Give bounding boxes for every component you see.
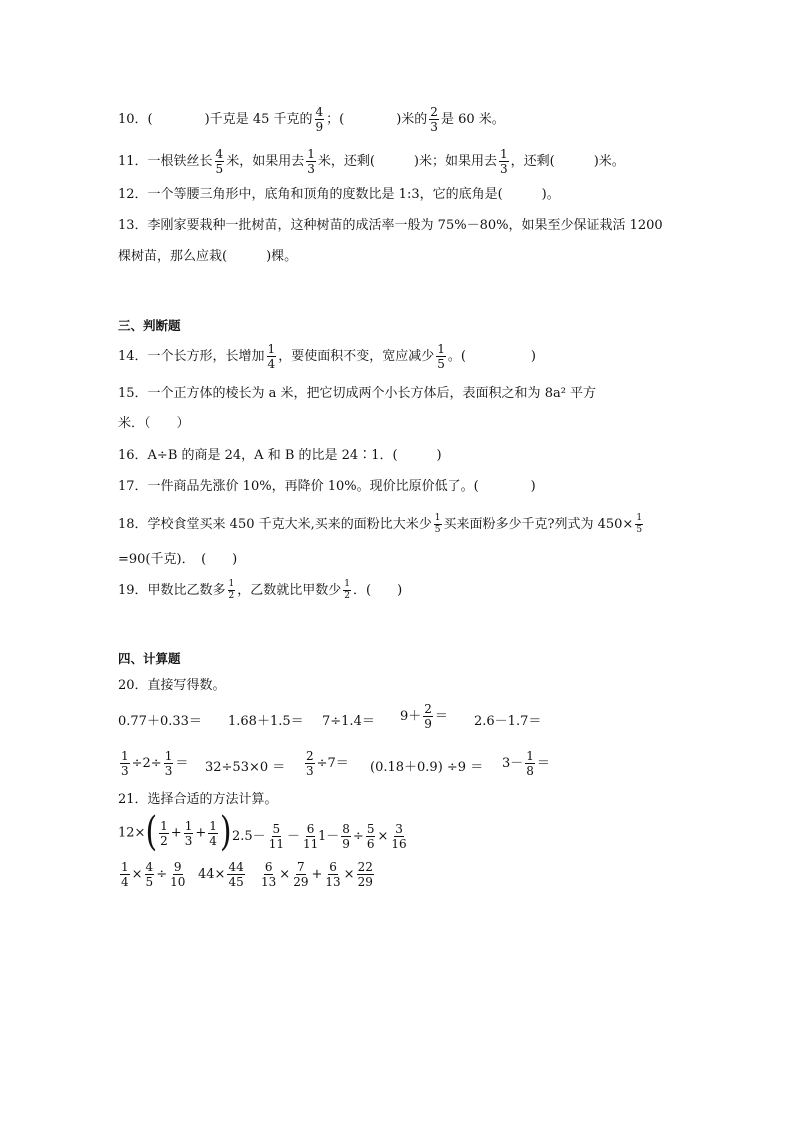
q19-fraction-2: $\frac{1}{2}$ [344,579,351,601]
q21-e6-fraction-2: $\frac{7}{29}$ [293,860,309,889]
q21-e4-fraction-3: $\frac{9}{10}$ [170,860,186,889]
question-19 [118,580,402,601]
q20-item-6: $\frac{1}{3}$ ÷2÷ $\frac{1}{3}$ ＝ [121,749,189,778]
q21-expression-1: 12×( $\frac{1}{2}$ + $\frac{1}{3}$ + $\frac{1}{4}$ ) [118,808,232,856]
q11-text-a: 11．一根铁丝长 [118,154,213,169]
question-17: 17．一件商品先涨价 10%，再降价 10%。现价比原价低了。( ) [118,479,536,494]
q20-item-6-fraction-1: $\frac{1}{3}$ [121,749,129,778]
q19-text-b: ，乙数就比甲数少 [237,583,342,598]
q20-item-7: 32÷53×0 ＝ [205,760,286,775]
q14-text-a: 14．一个长方形，长增加 [118,349,265,364]
question-20-title: 20．直接写得数。 [118,678,226,693]
q20-item-4: 9＋ $\frac{2}{9}$ ＝ [400,702,448,731]
question-14 [118,343,536,370]
question-12: 12．一个等腰三角形中，底角和顶角的度数比是 1:3，它的底角是( )。 [118,187,560,202]
q21-e2-fraction-1: $\frac{5}{11}$ [268,822,284,851]
q21-e4-fraction-1: $\frac{1}{4}$ [121,860,129,889]
q21-e2-fraction-2: $\frac{6}{11}$ [302,822,319,851]
q11-fraction-1: $\frac{4}{5}$ [215,147,224,176]
q21-expression-5: 44× $\frac{44}{45}$ [198,860,244,889]
q20-item-2: 1.68＋1.5＝ [228,714,304,729]
q21-e5-fraction-1: $\frac{44}{45}$ [228,860,244,889]
q19-text-c: ．( ) [353,583,403,598]
question-21-title: 21．选择合适的方法计算。 [118,792,278,807]
section-heading-judgement: 三、判断题 [118,318,181,333]
q18-text-a: 18．学校食堂买来 450 千克大米,买来的面粉比大米少 [118,517,432,532]
q21-e1-fraction-2: $\frac{1}{3}$ [184,818,193,848]
question-13-line-2: 棵树苗，那么应栽( )棵。 [118,249,298,264]
q20-item-8: $\frac{2}{3}$ ÷7＝ [306,749,349,778]
q14-fraction-1: $\frac{1}{4}$ [267,342,276,371]
q21-expression-4: $\frac{1}{4}$ × $\frac{4}{5}$ ÷ $\frac{9}{10}$ [121,860,186,889]
q10-text-c: 是 60 米。 [440,112,505,127]
q10-text-b: ；( )米的 [326,112,428,127]
q19-fraction-1: $\frac{1}{2}$ [228,579,235,601]
q21-e1-fraction-3: $\frac{1}{4}$ [209,818,217,848]
q11-text-c: 米，还剩( )米；如果用去 [317,154,497,169]
q20-item-10: 3－ $\frac{1}{8}$ ＝ [502,749,550,778]
question-13-line-1: 13．李刚家要栽种一批树苗，这种树苗的成活率一般为 75%－80%，如果至少保证栽活 1200 [118,218,663,233]
question-16: 16．A÷B 的商是 24，A 和 B 的比是 24∶1．( ) [118,448,442,463]
q20-item-6-fraction-2: $\frac{1}{3}$ [164,749,173,778]
q10-fraction-2: $\frac{2}{3}$ [430,105,438,134]
q21-e6-fraction-1: $\frac{6}{13}$ [261,860,277,889]
q18-text-b: 买来面粉多少千克?列式为 450× [443,517,634,532]
q20-item-9: (0.18＋0.9) ÷9 ＝ [370,760,484,775]
q21-e6-fraction-4: $\frac{22}{29}$ [357,860,373,889]
section-heading-calculation: 四、计算题 [118,651,181,666]
q20-item-1: 0.77＋0.33＝ [118,714,202,729]
q20-item-3: 7÷1.4＝ [322,714,375,729]
q20-item-5: 2.6－1.7＝ [474,714,542,729]
q21-expression-6: $\frac{6}{13}$ × $\frac{7}{29}$ + $\frac{6}{13}$ × $\frac{22}{29}$ [261,860,373,889]
q11-fraction-2: $\frac{1}{3}$ [307,147,315,176]
q19-text-a: 19．甲数比乙数多 [118,583,226,598]
q21-e6-fraction-3: $\frac{6}{13}$ [325,860,341,889]
q21-e1-fraction-1: $\frac{1}{2}$ [160,818,168,848]
q20-item-4-fraction: $\frac{2}{9}$ [424,702,432,731]
q21-e3-fraction-2: $\frac{5}{6}$ [366,822,375,851]
q21-expression-3: 1－ $\frac{8}{9}$ ÷ $\frac{5}{6}$ × $\frac{3}{16}$ [318,822,407,851]
question-15-line-2: 米．（ ） [118,416,190,431]
q11-text-d: ，还剩( )米。 [510,154,625,169]
q11-fraction-3: $\frac{1}{3}$ [500,147,508,176]
q18-fraction-2: $\frac{1}{5}$ [636,513,643,535]
q20-item-10-fraction: $\frac{1}{8}$ [526,749,534,778]
q10-text-a: 10．( )千克是 45 千克的 [118,112,313,127]
q21-e3-fraction-1: $\frac{8}{9}$ [342,822,350,851]
question-18-line-2: =90(千克)． ( ) [118,552,238,567]
q21-e3-fraction-3: $\frac{3}{16}$ [391,822,407,851]
question-10 [118,106,505,133]
q14-text-c: 。( ) [447,349,536,364]
q10-fraction-1: $\frac{4}{9}$ [315,105,324,134]
q21-e4-fraction-2: $\frac{4}{5}$ [145,860,154,889]
q11-text-b: 米，如果用去 [226,154,305,169]
question-15-line-1: 15．一个正方体的棱长为 a 米，把它切成两个小长方体后，表面积之和为 8a² 平方 [118,386,597,401]
q21-expression-2: 2.5－ $\frac{5}{11}$ － $\frac{6}{11}$ [232,822,319,851]
q14-fraction-2: $\frac{1}{5}$ [437,342,445,371]
question-18-line-1 [118,514,645,535]
q14-text-b: ，要使面积不变，宽应减少 [278,349,435,364]
question-11 [118,148,625,175]
q18-fraction-1: $\frac{1}{5}$ [434,513,441,535]
q20-item-8-fraction: $\frac{2}{3}$ [306,749,314,778]
